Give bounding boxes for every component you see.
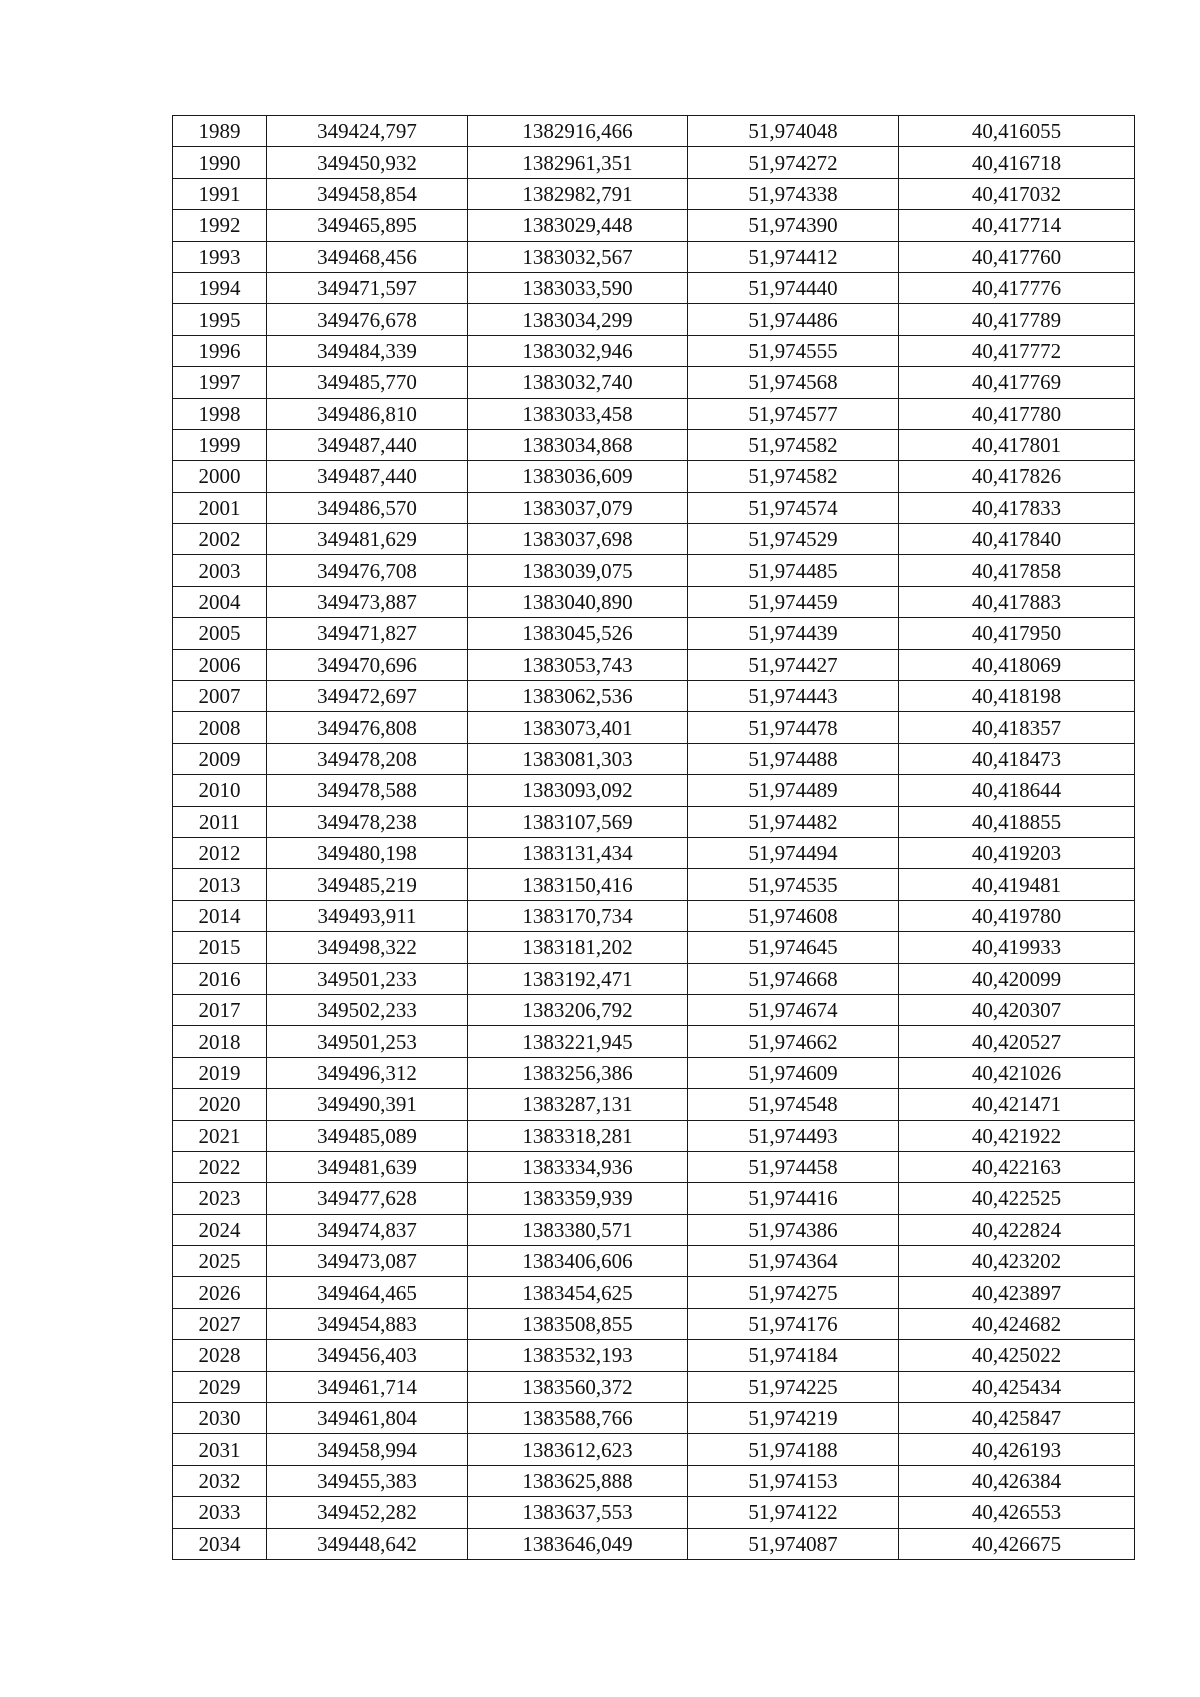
longitude-cell: 40,425847 <box>899 1403 1135 1434</box>
table-row <box>173 1214 1135 1245</box>
table-row <box>173 1120 1135 1151</box>
y-coordinate-cell: 1383039,075 <box>468 555 688 586</box>
y-coordinate-cell: 1383034,299 <box>468 304 688 335</box>
y-coordinate-cell: 1383032,740 <box>468 367 688 398</box>
year-cell: 2033 <box>173 1497 267 1528</box>
y-coordinate-cell: 1383287,131 <box>468 1089 688 1120</box>
latitude-cell: 51,974482 <box>688 806 899 837</box>
longitude-cell: 40,416055 <box>899 116 1135 147</box>
year-cell: 2012 <box>173 837 267 868</box>
latitude-cell: 51,974272 <box>688 147 899 178</box>
x-coordinate-cell: 349481,639 <box>267 1151 468 1182</box>
x-coordinate-cell: 349481,629 <box>267 524 468 555</box>
x-coordinate-cell: 349501,233 <box>267 963 468 994</box>
longitude-cell: 40,417776 <box>899 272 1135 303</box>
y-coordinate-cell: 1383532,193 <box>468 1340 688 1371</box>
longitude-cell: 40,417772 <box>899 335 1135 366</box>
latitude-cell: 51,974529 <box>688 524 899 555</box>
x-coordinate-cell: 349476,678 <box>267 304 468 335</box>
year-cell: 2006 <box>173 649 267 680</box>
x-coordinate-cell: 349487,440 <box>267 429 468 460</box>
table-row <box>173 492 1135 523</box>
year-cell: 2032 <box>173 1465 267 1496</box>
y-coordinate-cell: 1383062,536 <box>468 681 688 712</box>
table-row <box>173 367 1135 398</box>
x-coordinate-cell: 349478,588 <box>267 775 468 806</box>
y-coordinate-cell: 1383221,945 <box>468 1026 688 1057</box>
longitude-cell: 40,426193 <box>899 1434 1135 1465</box>
x-coordinate-cell: 349485,219 <box>267 869 468 900</box>
x-coordinate-cell: 349465,895 <box>267 210 468 241</box>
latitude-cell: 51,974275 <box>688 1277 899 1308</box>
x-coordinate-cell: 349450,932 <box>267 147 468 178</box>
table-row <box>173 1465 1135 1496</box>
latitude-cell: 51,974478 <box>688 712 899 743</box>
y-coordinate-cell: 1383037,698 <box>468 524 688 555</box>
year-cell: 2030 <box>173 1403 267 1434</box>
longitude-cell: 40,426553 <box>899 1497 1135 1528</box>
y-coordinate-cell: 1383192,471 <box>468 963 688 994</box>
y-coordinate-cell: 1383334,936 <box>468 1151 688 1182</box>
year-cell: 2011 <box>173 806 267 837</box>
latitude-cell: 51,974555 <box>688 335 899 366</box>
latitude-cell: 51,974485 <box>688 555 899 586</box>
y-coordinate-cell: 1383588,766 <box>468 1403 688 1434</box>
latitude-cell: 51,974494 <box>688 837 899 868</box>
y-coordinate-cell: 1383036,609 <box>468 461 688 492</box>
longitude-cell: 40,417826 <box>899 461 1135 492</box>
year-cell: 2026 <box>173 1277 267 1308</box>
table-body <box>173 116 1135 1560</box>
x-coordinate-cell: 349476,708 <box>267 555 468 586</box>
year-cell: 2018 <box>173 1026 267 1057</box>
longitude-cell: 40,417883 <box>899 586 1135 617</box>
table-row <box>173 806 1135 837</box>
latitude-cell: 51,974048 <box>688 116 899 147</box>
x-coordinate-cell: 349461,714 <box>267 1371 468 1402</box>
longitude-cell: 40,419481 <box>899 869 1135 900</box>
latitude-cell: 51,974548 <box>688 1089 899 1120</box>
year-cell: 2007 <box>173 681 267 712</box>
y-coordinate-cell: 1383508,855 <box>468 1308 688 1339</box>
year-cell: 2010 <box>173 775 267 806</box>
y-coordinate-cell: 1383033,458 <box>468 398 688 429</box>
longitude-cell: 40,417032 <box>899 178 1135 209</box>
table-row <box>173 1277 1135 1308</box>
latitude-cell: 51,974535 <box>688 869 899 900</box>
longitude-cell: 40,426675 <box>899 1528 1135 1559</box>
x-coordinate-cell: 349478,238 <box>267 806 468 837</box>
year-cell: 2022 <box>173 1151 267 1182</box>
table-row <box>173 1403 1135 1434</box>
latitude-cell: 51,974443 <box>688 681 899 712</box>
latitude-cell: 51,974386 <box>688 1214 899 1245</box>
longitude-cell: 40,418644 <box>899 775 1135 806</box>
latitude-cell: 51,974577 <box>688 398 899 429</box>
latitude-cell: 51,974568 <box>688 367 899 398</box>
longitude-cell: 40,417780 <box>899 398 1135 429</box>
table-row <box>173 586 1135 617</box>
y-coordinate-cell: 1383206,792 <box>468 994 688 1025</box>
x-coordinate-cell: 349458,994 <box>267 1434 468 1465</box>
y-coordinate-cell: 1383181,202 <box>468 932 688 963</box>
x-coordinate-cell: 349458,854 <box>267 178 468 209</box>
table-row <box>173 932 1135 963</box>
x-coordinate-cell: 349454,883 <box>267 1308 468 1339</box>
x-coordinate-cell: 349468,456 <box>267 241 468 272</box>
latitude-cell: 51,974416 <box>688 1183 899 1214</box>
table-row <box>173 649 1135 680</box>
y-coordinate-cell: 1383037,079 <box>468 492 688 523</box>
x-coordinate-cell: 349448,642 <box>267 1528 468 1559</box>
latitude-cell: 51,974458 <box>688 1151 899 1182</box>
x-coordinate-cell: 349485,770 <box>267 367 468 398</box>
latitude-cell: 51,974427 <box>688 649 899 680</box>
x-coordinate-cell: 349502,233 <box>267 994 468 1025</box>
y-coordinate-cell: 1382961,351 <box>468 147 688 178</box>
latitude-cell: 51,974489 <box>688 775 899 806</box>
x-coordinate-cell: 349485,089 <box>267 1120 468 1151</box>
table-row <box>173 555 1135 586</box>
longitude-cell: 40,417801 <box>899 429 1135 460</box>
year-cell: 2019 <box>173 1057 267 1088</box>
y-coordinate-cell: 1383032,946 <box>468 335 688 366</box>
table-row <box>173 116 1135 147</box>
table-row <box>173 304 1135 335</box>
longitude-cell: 40,419933 <box>899 932 1135 963</box>
longitude-cell: 40,418069 <box>899 649 1135 680</box>
x-coordinate-cell: 349478,208 <box>267 743 468 774</box>
table-row <box>173 461 1135 492</box>
longitude-cell: 40,417833 <box>899 492 1135 523</box>
longitude-cell: 40,418198 <box>899 681 1135 712</box>
longitude-cell: 40,417789 <box>899 304 1135 335</box>
x-coordinate-cell: 349424,797 <box>267 116 468 147</box>
table-row <box>173 681 1135 712</box>
x-coordinate-cell: 349456,403 <box>267 1340 468 1371</box>
y-coordinate-cell: 1383073,401 <box>468 712 688 743</box>
table-row <box>173 1089 1135 1120</box>
table-row <box>173 524 1135 555</box>
y-coordinate-cell: 1383318,281 <box>468 1120 688 1151</box>
latitude-cell: 51,974668 <box>688 963 899 994</box>
y-coordinate-cell: 1383034,868 <box>468 429 688 460</box>
year-cell: 2034 <box>173 1528 267 1559</box>
table-row <box>173 1434 1135 1465</box>
x-coordinate-cell: 349471,597 <box>267 272 468 303</box>
y-coordinate-cell: 1382982,791 <box>468 178 688 209</box>
table-row <box>173 1057 1135 1088</box>
year-cell: 2009 <box>173 743 267 774</box>
latitude-cell: 51,974087 <box>688 1528 899 1559</box>
year-cell: 2024 <box>173 1214 267 1245</box>
longitude-cell: 40,421922 <box>899 1120 1135 1151</box>
x-coordinate-cell: 349493,911 <box>267 900 468 931</box>
latitude-cell: 51,974674 <box>688 994 899 1025</box>
y-coordinate-cell: 1383045,526 <box>468 618 688 649</box>
x-coordinate-cell: 349476,808 <box>267 712 468 743</box>
year-cell: 2005 <box>173 618 267 649</box>
year-cell: 2028 <box>173 1340 267 1371</box>
y-coordinate-cell: 1383150,416 <box>468 869 688 900</box>
table-row <box>173 994 1135 1025</box>
year-cell: 2021 <box>173 1120 267 1151</box>
table-row <box>173 429 1135 460</box>
year-cell: 2004 <box>173 586 267 617</box>
longitude-cell: 40,418855 <box>899 806 1135 837</box>
year-cell: 2025 <box>173 1246 267 1277</box>
longitude-cell: 40,418357 <box>899 712 1135 743</box>
table-row <box>173 963 1135 994</box>
latitude-cell: 51,974440 <box>688 272 899 303</box>
year-cell: 2017 <box>173 994 267 1025</box>
x-coordinate-cell: 349474,837 <box>267 1214 468 1245</box>
year-cell: 1998 <box>173 398 267 429</box>
longitude-cell: 40,418473 <box>899 743 1135 774</box>
longitude-cell: 40,417858 <box>899 555 1135 586</box>
y-coordinate-cell: 1383081,303 <box>468 743 688 774</box>
latitude-cell: 51,974364 <box>688 1246 899 1277</box>
longitude-cell: 40,424682 <box>899 1308 1135 1339</box>
longitude-cell: 40,422525 <box>899 1183 1135 1214</box>
table-row <box>173 869 1135 900</box>
table-row <box>173 1340 1135 1371</box>
year-cell: 1997 <box>173 367 267 398</box>
latitude-cell: 51,974390 <box>688 210 899 241</box>
y-coordinate-cell: 1383406,606 <box>468 1246 688 1277</box>
year-cell: 1995 <box>173 304 267 335</box>
latitude-cell: 51,974184 <box>688 1340 899 1371</box>
y-coordinate-cell: 1383033,590 <box>468 272 688 303</box>
longitude-cell: 40,426384 <box>899 1465 1135 1496</box>
x-coordinate-cell: 349472,697 <box>267 681 468 712</box>
year-cell: 2014 <box>173 900 267 931</box>
y-coordinate-cell: 1383053,743 <box>468 649 688 680</box>
latitude-cell: 51,974608 <box>688 900 899 931</box>
latitude-cell: 51,974493 <box>688 1120 899 1151</box>
x-coordinate-cell: 349498,322 <box>267 932 468 963</box>
y-coordinate-cell: 1383256,386 <box>468 1057 688 1088</box>
longitude-cell: 40,417769 <box>899 367 1135 398</box>
longitude-cell: 40,419780 <box>899 900 1135 931</box>
year-cell: 2002 <box>173 524 267 555</box>
table-row <box>173 147 1135 178</box>
table-row <box>173 1308 1135 1339</box>
table-row <box>173 1497 1135 1528</box>
latitude-cell: 51,974176 <box>688 1308 899 1339</box>
y-coordinate-cell: 1383454,625 <box>468 1277 688 1308</box>
year-cell: 2008 <box>173 712 267 743</box>
latitude-cell: 51,974439 <box>688 618 899 649</box>
y-coordinate-cell: 1382916,466 <box>468 116 688 147</box>
table-row <box>173 335 1135 366</box>
longitude-cell: 40,421026 <box>899 1057 1135 1088</box>
year-cell: 1990 <box>173 147 267 178</box>
x-coordinate-cell: 349470,696 <box>267 649 468 680</box>
y-coordinate-cell: 1383380,571 <box>468 1214 688 1245</box>
latitude-cell: 51,974574 <box>688 492 899 523</box>
latitude-cell: 51,974662 <box>688 1026 899 1057</box>
x-coordinate-cell: 349484,339 <box>267 335 468 366</box>
longitude-cell: 40,420307 <box>899 994 1135 1025</box>
x-coordinate-cell: 349480,198 <box>267 837 468 868</box>
year-cell: 2031 <box>173 1434 267 1465</box>
longitude-cell: 40,423897 <box>899 1277 1135 1308</box>
y-coordinate-cell: 1383170,734 <box>468 900 688 931</box>
table-row <box>173 618 1135 649</box>
year-cell: 2013 <box>173 869 267 900</box>
x-coordinate-cell: 349473,087 <box>267 1246 468 1277</box>
year-cell: 2003 <box>173 555 267 586</box>
x-coordinate-cell: 349464,465 <box>267 1277 468 1308</box>
table-row <box>173 272 1135 303</box>
y-coordinate-cell: 1383612,623 <box>468 1434 688 1465</box>
latitude-cell: 51,974188 <box>688 1434 899 1465</box>
longitude-cell: 40,417950 <box>899 618 1135 649</box>
x-coordinate-cell: 349487,440 <box>267 461 468 492</box>
x-coordinate-cell: 349490,391 <box>267 1089 468 1120</box>
latitude-cell: 51,974225 <box>688 1371 899 1402</box>
latitude-cell: 51,974412 <box>688 241 899 272</box>
longitude-cell: 40,417840 <box>899 524 1135 555</box>
x-coordinate-cell: 349486,570 <box>267 492 468 523</box>
latitude-cell: 51,974645 <box>688 932 899 963</box>
coordinates-table <box>172 115 1135 1560</box>
latitude-cell: 51,974459 <box>688 586 899 617</box>
latitude-cell: 51,974338 <box>688 178 899 209</box>
y-coordinate-cell: 1383560,372 <box>468 1371 688 1402</box>
x-coordinate-cell: 349486,810 <box>267 398 468 429</box>
latitude-cell: 51,974122 <box>688 1497 899 1528</box>
latitude-cell: 51,974609 <box>688 1057 899 1088</box>
year-cell: 1992 <box>173 210 267 241</box>
table-row <box>173 743 1135 774</box>
year-cell: 2000 <box>173 461 267 492</box>
year-cell: 1991 <box>173 178 267 209</box>
table-row <box>173 178 1135 209</box>
longitude-cell: 40,417760 <box>899 241 1135 272</box>
longitude-cell: 40,416718 <box>899 147 1135 178</box>
y-coordinate-cell: 1383093,092 <box>468 775 688 806</box>
table-row <box>173 900 1135 931</box>
year-cell: 2023 <box>173 1183 267 1214</box>
year-cell: 2016 <box>173 963 267 994</box>
table-row <box>173 241 1135 272</box>
longitude-cell: 40,425434 <box>899 1371 1135 1402</box>
y-coordinate-cell: 1383131,434 <box>468 837 688 868</box>
y-coordinate-cell: 1383625,888 <box>468 1465 688 1496</box>
y-coordinate-cell: 1383040,890 <box>468 586 688 617</box>
longitude-cell: 40,419203 <box>899 837 1135 868</box>
y-coordinate-cell: 1383637,553 <box>468 1497 688 1528</box>
year-cell: 2015 <box>173 932 267 963</box>
x-coordinate-cell: 349501,253 <box>267 1026 468 1057</box>
latitude-cell: 51,974486 <box>688 304 899 335</box>
longitude-cell: 40,420099 <box>899 963 1135 994</box>
year-cell: 2020 <box>173 1089 267 1120</box>
table-row <box>173 398 1135 429</box>
table-row <box>173 1246 1135 1277</box>
year-cell: 1999 <box>173 429 267 460</box>
longitude-cell: 40,422163 <box>899 1151 1135 1182</box>
x-coordinate-cell: 349461,804 <box>267 1403 468 1434</box>
latitude-cell: 51,974488 <box>688 743 899 774</box>
table-row <box>173 775 1135 806</box>
table-row <box>173 837 1135 868</box>
longitude-cell: 40,420527 <box>899 1026 1135 1057</box>
x-coordinate-cell: 349477,628 <box>267 1183 468 1214</box>
longitude-cell: 40,422824 <box>899 1214 1135 1245</box>
latitude-cell: 51,974153 <box>688 1465 899 1496</box>
longitude-cell: 40,421471 <box>899 1089 1135 1120</box>
longitude-cell: 40,425022 <box>899 1340 1135 1371</box>
table-row <box>173 1151 1135 1182</box>
x-coordinate-cell: 349473,887 <box>267 586 468 617</box>
longitude-cell: 40,423202 <box>899 1246 1135 1277</box>
table-row <box>173 712 1135 743</box>
latitude-cell: 51,974582 <box>688 429 899 460</box>
year-cell: 2027 <box>173 1308 267 1339</box>
year-cell: 1994 <box>173 272 267 303</box>
table-row <box>173 1026 1135 1057</box>
table-row <box>173 1371 1135 1402</box>
year-cell: 1996 <box>173 335 267 366</box>
x-coordinate-cell: 349455,383 <box>267 1465 468 1496</box>
table-row <box>173 1183 1135 1214</box>
y-coordinate-cell: 1383359,939 <box>468 1183 688 1214</box>
y-coordinate-cell: 1383646,049 <box>468 1528 688 1559</box>
x-coordinate-cell: 349452,282 <box>267 1497 468 1528</box>
y-coordinate-cell: 1383029,448 <box>468 210 688 241</box>
year-cell: 1989 <box>173 116 267 147</box>
x-coordinate-cell: 349471,827 <box>267 618 468 649</box>
y-coordinate-cell: 1383107,569 <box>468 806 688 837</box>
latitude-cell: 51,974219 <box>688 1403 899 1434</box>
latitude-cell: 51,974582 <box>688 461 899 492</box>
table-row <box>173 210 1135 241</box>
y-coordinate-cell: 1383032,567 <box>468 241 688 272</box>
year-cell: 1993 <box>173 241 267 272</box>
x-coordinate-cell: 349496,312 <box>267 1057 468 1088</box>
year-cell: 2001 <box>173 492 267 523</box>
year-cell: 2029 <box>173 1371 267 1402</box>
table-row <box>173 1528 1135 1559</box>
longitude-cell: 40,417714 <box>899 210 1135 241</box>
